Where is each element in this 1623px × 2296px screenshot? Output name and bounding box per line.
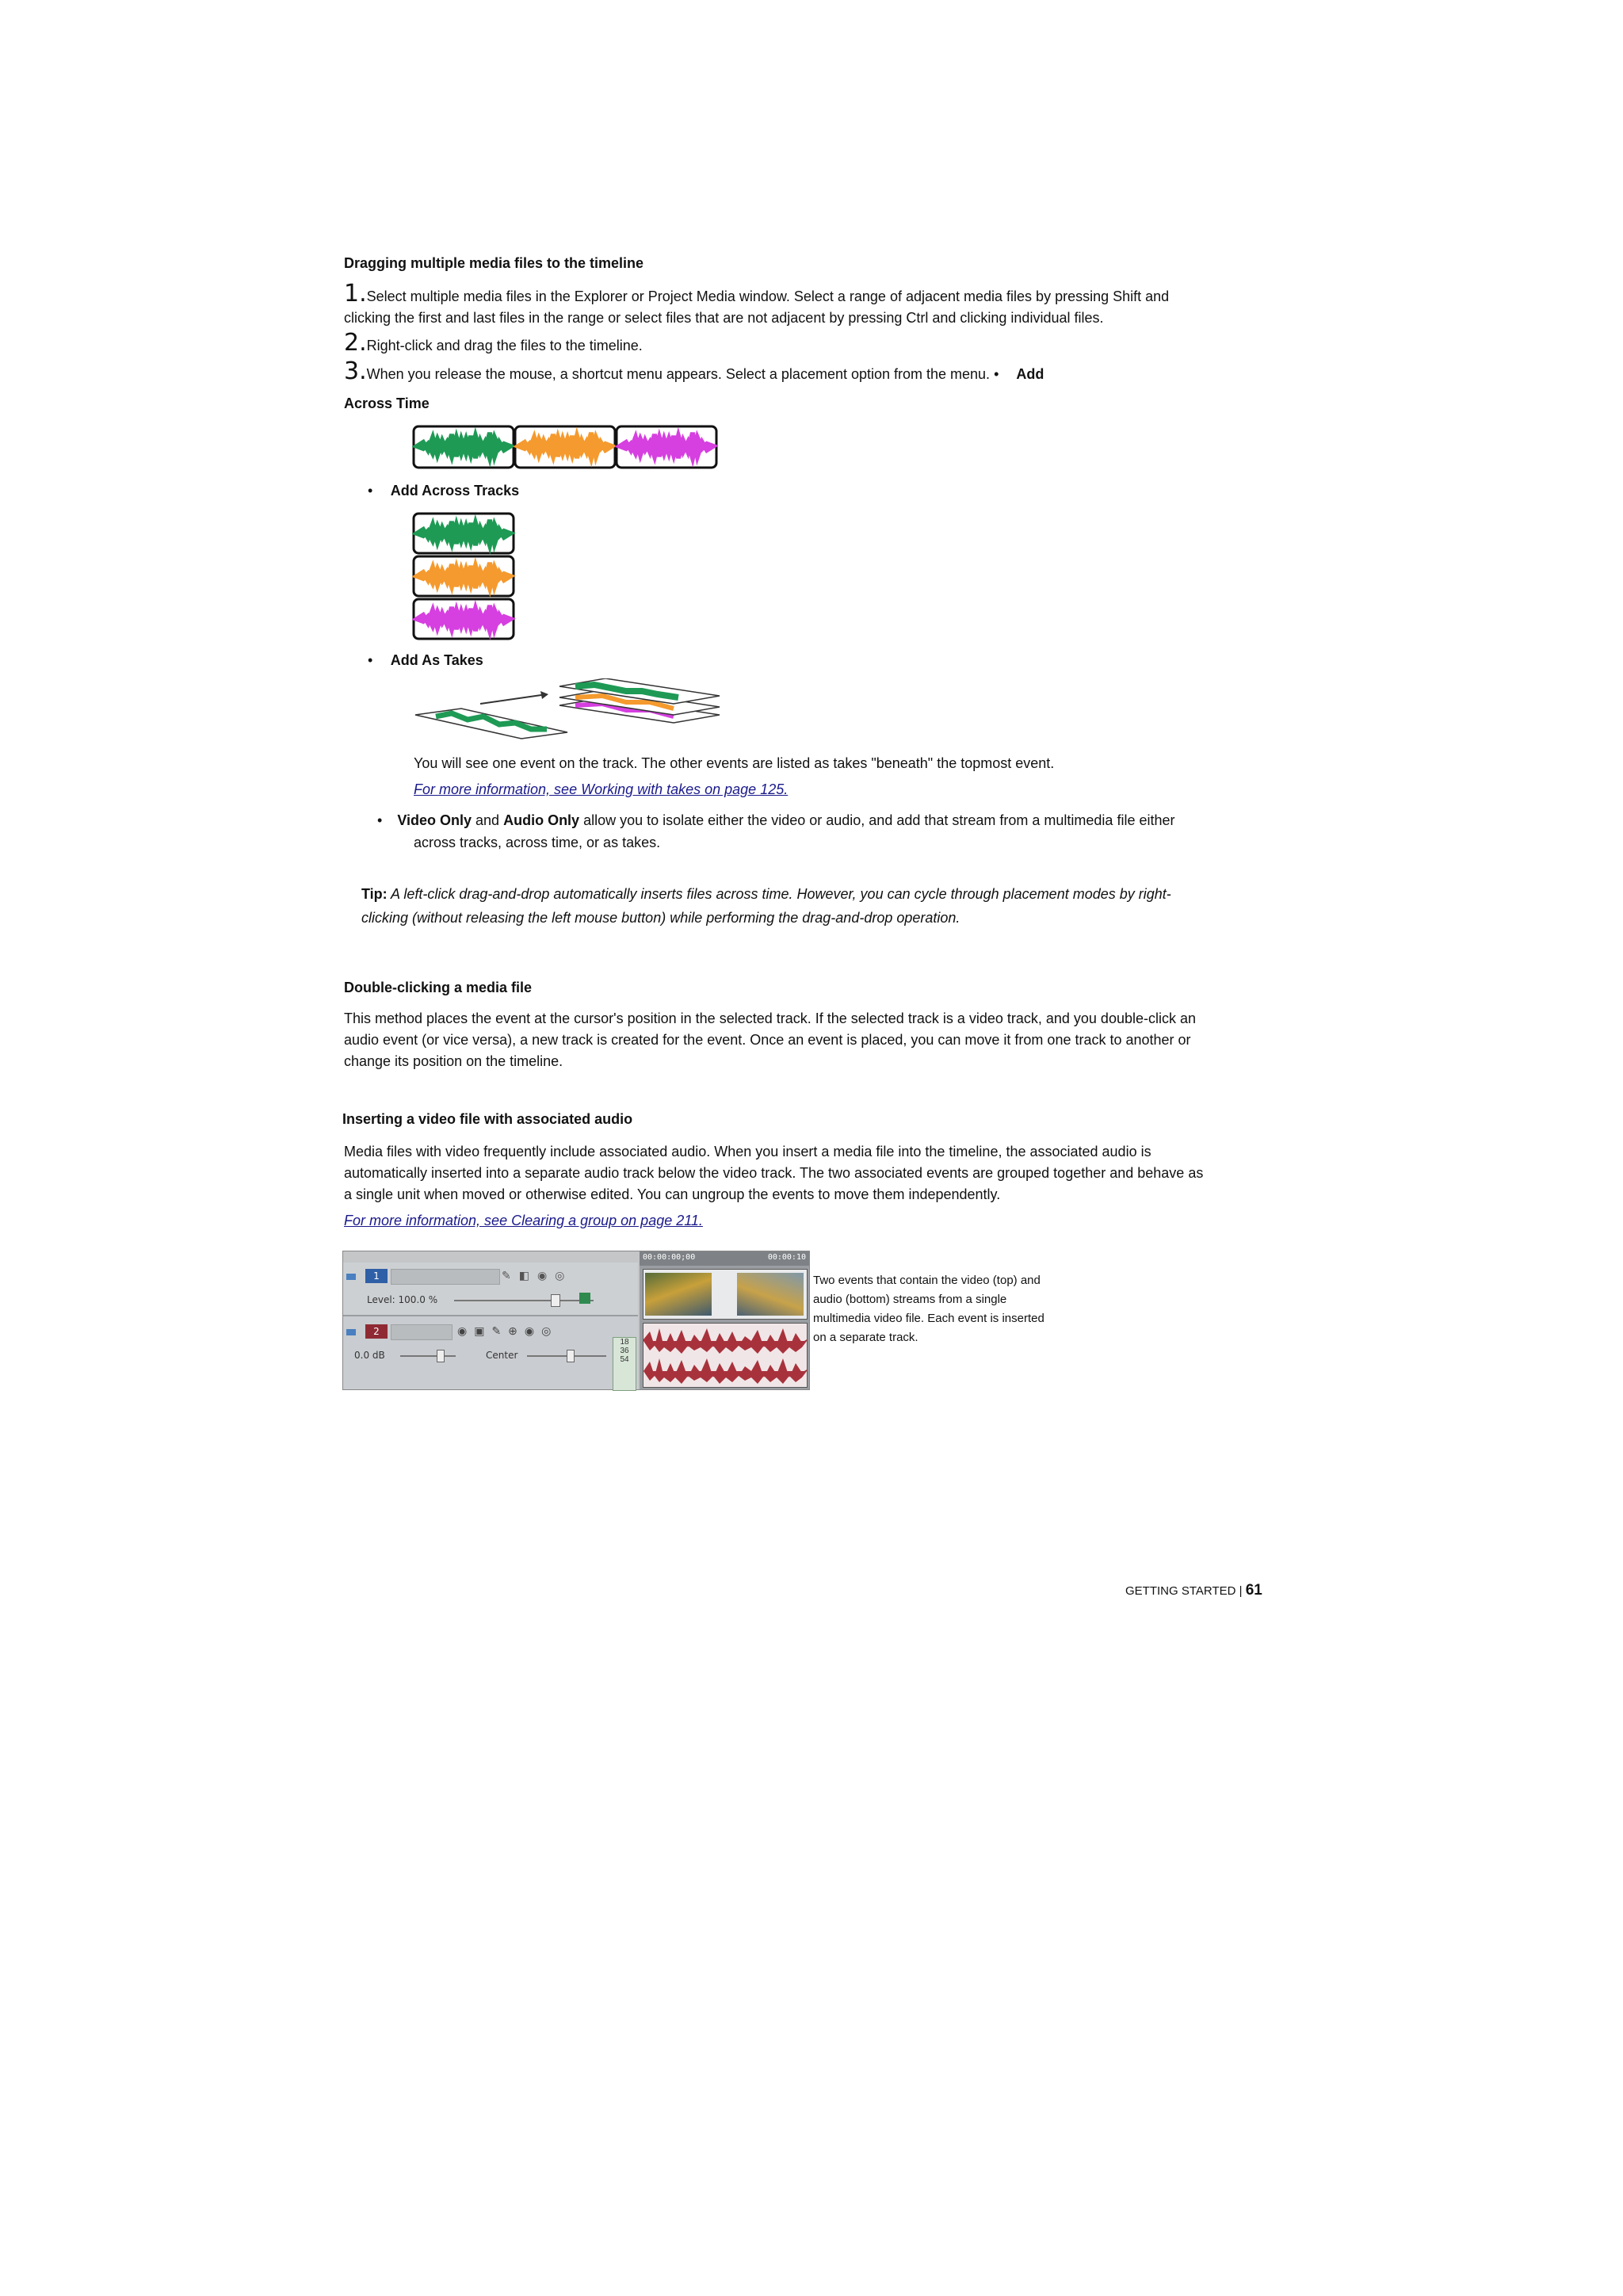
link-clearing-a-group[interactable]: For more information, see Clearing a group on page 211. — [344, 1213, 703, 1228]
caption-line: multimedia video file. Each event is inserted — [813, 1312, 1044, 1325]
volume-slider-track[interactable] — [400, 1355, 456, 1357]
track-collapse-icon[interactable] — [346, 1329, 356, 1335]
volume-slider-thumb[interactable] — [437, 1350, 445, 1362]
track-number: 2 — [365, 1324, 388, 1339]
tip-label: Tip: — [361, 886, 388, 902]
video-audio-only-note — [377, 810, 1296, 831]
time-end: 00:00:10 — [767, 1253, 806, 1262]
paragraph-line: Media files with video frequently include associated audio. When you insert a media file into the timeline, the associated audio is — [344, 1144, 1151, 1159]
option-as-takes — [368, 650, 483, 671]
track-fx-icons[interactable]: ✎◧◉◎ — [502, 1269, 573, 1282]
link-working-with-takes[interactable]: For more information, see Working with takes on page 125. — [414, 781, 789, 797]
across-time-figure — [412, 425, 718, 469]
audio-event[interactable] — [643, 1323, 808, 1388]
meter-mark: 36 — [620, 1347, 629, 1355]
step-1-continued: clicking the first and last files in the range or select files that are not adjacent by pressing Ctrl and clicking individual files. — [344, 310, 1104, 326]
track-number: 1 — [365, 1269, 388, 1283]
audio-waveform — [643, 1324, 807, 1387]
across-tracks-figure — [412, 512, 517, 640]
step-number: 3. — [344, 357, 367, 385]
track-name-field[interactable] — [391, 1324, 453, 1340]
composite-icon[interactable] — [579, 1293, 590, 1304]
footer-separator: | — [1239, 1584, 1243, 1598]
video-audio-only-continued: across tracks, across time, or as takes. — [414, 835, 661, 850]
time-start: 00:00:00;00 — [643, 1253, 696, 1262]
meter-mark: 54 — [620, 1355, 629, 1364]
level-slider-track[interactable] — [454, 1300, 594, 1301]
paragraph-line: This method places the event at the cursor's position in the selected track. If the selected track is a video track, and you double-click an — [344, 1010, 1196, 1026]
bullet: • — [377, 812, 383, 828]
track-pan: Center — [486, 1350, 518, 1361]
page-number: 61 — [1245, 1582, 1262, 1599]
caption-line: Two events that contain the video (top) and — [813, 1274, 1041, 1287]
caption-line: on a separate track. — [813, 1331, 918, 1344]
time-ruler[interactable] — [640, 1251, 809, 1266]
step-text: Right-click and drag the files to the timeline. — [366, 338, 643, 353]
video-thumbnail — [737, 1273, 804, 1316]
term-video-only: Video Only — [397, 812, 472, 828]
step-number: 1. — [344, 280, 367, 308]
option-label: Add As Takes — [390, 652, 483, 668]
video-track-header — [343, 1263, 638, 1316]
step-3 — [344, 357, 1044, 385]
timeline-area[interactable] — [640, 1251, 809, 1389]
video-thumbnail — [645, 1273, 712, 1316]
audio-meter — [613, 1337, 636, 1391]
takes-note: You will see one event on the track. The other events are listed as takes "beneath" the topmost event. — [414, 755, 1055, 771]
timeline-screenshot — [342, 1251, 810, 1390]
meter-mark: 18 — [620, 1338, 629, 1347]
paragraph-line: change its position on the timeline. — [344, 1053, 563, 1069]
paragraph-line: a single unit when moved or otherwise edited. You can ungroup the events to move them independently. — [344, 1186, 1001, 1202]
caption-line: audio (bottom) streams from a single — [813, 1293, 1007, 1306]
track-name-field[interactable] — [391, 1269, 500, 1285]
option-label: Add Across Tracks — [390, 483, 520, 499]
option-label-add: Add — [1016, 366, 1044, 382]
option-label-across-time: Across Time — [344, 395, 430, 411]
audio-track-header — [343, 1316, 638, 1389]
tip-note — [361, 883, 1171, 906]
track-collapse-icon[interactable] — [346, 1274, 356, 1280]
step-number: 2. — [344, 329, 367, 357]
text: allow you to isolate either the video or audio, and add that stream from a multimedia file either — [579, 812, 1175, 828]
track-level: Level: 100.0 % — [367, 1294, 438, 1305]
page-footer — [1125, 1582, 1262, 1599]
section-heading: Dragging multiple media files to the timeline — [344, 255, 644, 271]
paragraph-line: automatically inserted into a separate audio track below the video track. The two associated events are grouped together and behave as — [344, 1165, 1204, 1181]
bullet: • — [368, 652, 373, 668]
figure-caption — [813, 1271, 1044, 1347]
section-heading: Double-clicking a media file — [344, 980, 533, 995]
step-1 — [344, 282, 1169, 308]
track-volume: 0.0 dB — [354, 1350, 385, 1361]
step-text: When you release the mouse, a shortcut menu appears. Select a placement option from the menu. • — [366, 366, 999, 382]
term-audio-only: Audio Only — [503, 812, 580, 828]
tip-continued: clicking (without releasing the left mouse button) while performing the drag-and-drop operation. — [361, 910, 960, 926]
as-takes-figure — [412, 678, 723, 740]
pan-slider-thumb[interactable] — [567, 1350, 575, 1362]
video-event[interactable] — [643, 1269, 808, 1320]
level-slider-thumb[interactable] — [551, 1294, 560, 1307]
option-across-tracks — [368, 480, 519, 502]
section-heading: Inserting a video file with associated audio — [342, 1111, 633, 1127]
bullet: • — [368, 483, 373, 499]
track-fx-icons[interactable]: ◉▣✎⊕◉◎ — [457, 1324, 559, 1337]
step-2 — [344, 331, 643, 357]
tip-text: A left-click drag-and-drop automatically inserts files across time. However, you can cycle through placement modes by right- — [387, 886, 1171, 902]
step-text: Select multiple media files in the Explorer or Project Media window. Select a range of adjacent media files by pressing Shift and — [366, 288, 1170, 304]
paragraph-line: audio event (or vice versa), a new track is created for the event. Once an event is placed, you can move it from one track to another or — [344, 1032, 1191, 1048]
text: and — [472, 812, 504, 828]
footer-section: GETTING STARTED — [1125, 1584, 1236, 1598]
